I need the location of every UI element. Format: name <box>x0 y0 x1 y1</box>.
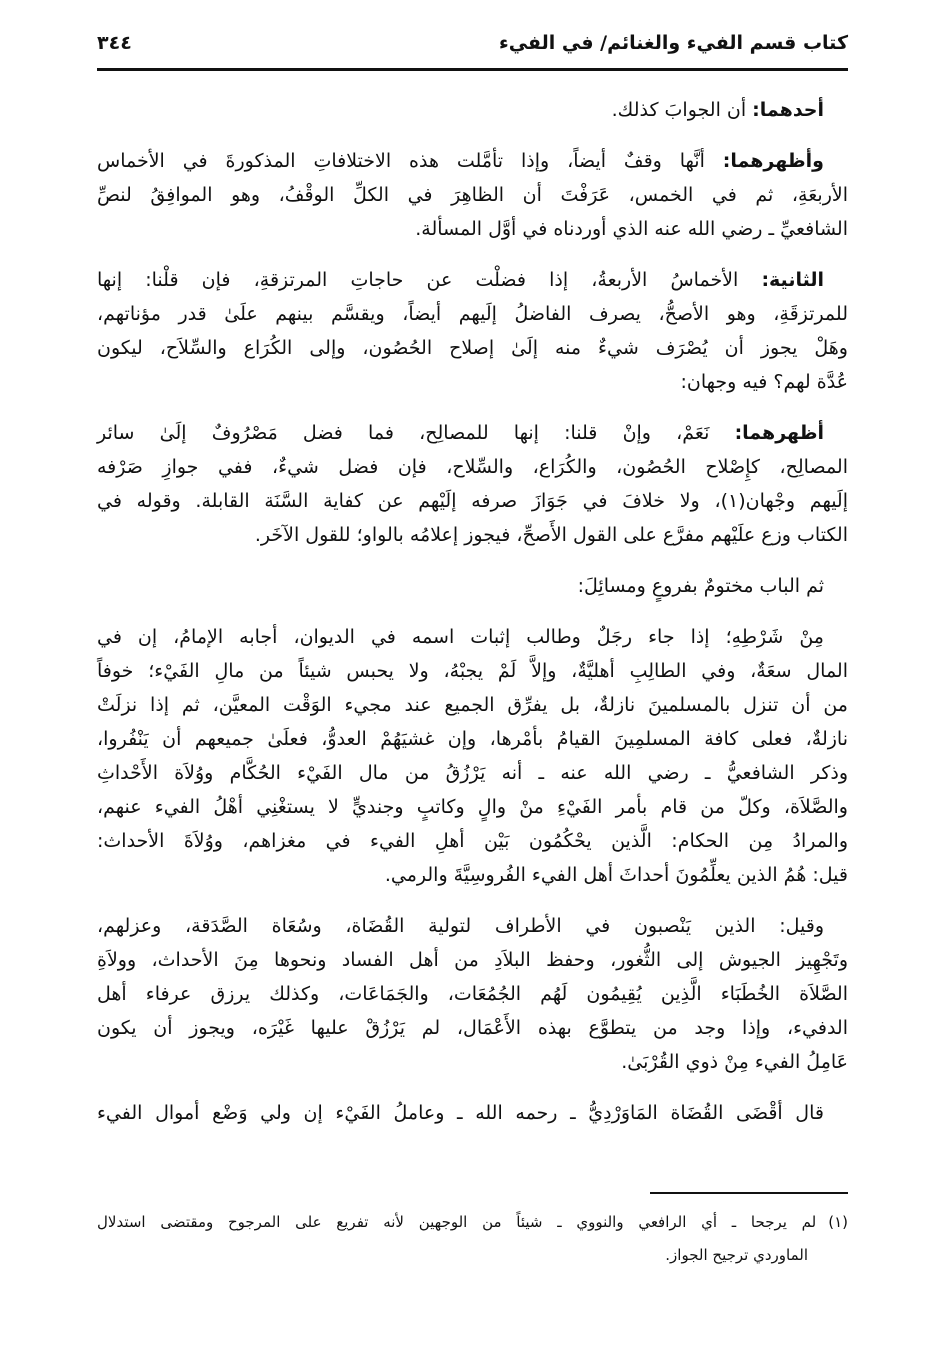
text-line <box>97 365 848 399</box>
line-text: قيل: هُمُ الذين يعلِّمُونَ أحداثَ أهل الفيء الفُروسِيَّةَ والرمي. <box>384 864 848 886</box>
text-line <box>97 263 848 297</box>
line-text: وتَجْهِيز الجيوش إلى الثُّغور، وحفظ البلاَدِ من أهل الفساد ونحوها مِنَ الأحداث، وولاَةِ <box>97 949 848 971</box>
paragraph <box>97 263 848 399</box>
line-text: عَامِلُ الفيء مِنْ ذوي القُرْبَىٰ. <box>621 1051 848 1073</box>
footnote-text: الماوردي ترجيح الجواز. <box>665 1246 808 1264</box>
text-line <box>97 484 848 518</box>
paragraph-lead: وأظهرهما: <box>722 150 824 172</box>
header-rule <box>97 68 848 71</box>
text-line <box>97 297 848 331</box>
text-line <box>97 688 848 722</box>
line-text: إلَيهم وجْهان(١)، ولا خلافَ في جَوَازَ صرفه إلَيْهم عن كفاية السَّنَة القابلة. وقوله في <box>97 490 849 512</box>
line-text: الأخماسُ الأربعةُ، إذا فضلْت عن حاجاتِ المرتزقةِ، فإن قلْنا: إنها <box>97 269 762 291</box>
text-line <box>97 93 848 127</box>
text-line <box>97 1045 848 1079</box>
line-text: والمرادُ مِن الحكام: الَّذين يحْكُمُون بَيْن أهلِ الفيء في مغزاهم، ووُلاَةَ الأحداث: <box>97 830 848 852</box>
paragraph <box>97 569 848 603</box>
text-line <box>97 977 848 1011</box>
text-line <box>97 756 848 790</box>
line-text: مِنْ شَرْطِهِ؛ إذا جاء رجَلٌ وطالب إثبات اسمه في الديوان، أجابه الإمامُ، إن في <box>97 626 824 648</box>
paragraph-lead: أظهرهما: <box>734 422 824 444</box>
text-line <box>97 1096 848 1130</box>
line-text: وقيل: الذين يَنْصبون في الأطراف لتولية القُضَاة، وسُعَاة الصَّدَقة، وعزلهم، <box>97 915 824 937</box>
body-text <box>97 93 848 1130</box>
footnote-line <box>97 1206 848 1239</box>
text-line <box>97 858 848 892</box>
text-line <box>97 416 848 450</box>
footnote-text: لم يرجحا ـ أي الرافعي والنووي ـ شيئاً من الوجهين لأنه تفريع على المرجوح ومقتضى استدلال <box>97 1213 817 1231</box>
text-line <box>97 212 848 246</box>
line-text: وذكر الشافعيُّ ـ رضي الله عنه ـ أنه يَرْزُقُ من مال الفَيْء الحُكَّام ووُلاَة الأَحْداثِ <box>97 762 848 784</box>
paragraph-lead: الثانية: <box>761 269 824 291</box>
line-text: الكتاب وزع علَيْهم مفرَّع على القول الأَصحِّ، فيجوز إعلامُه بالواو؛ للقول الآخَر. <box>254 524 848 546</box>
line-text: ثم الباب مختومٌ بفروعٍ ومسائِلَ: <box>577 575 824 597</box>
footnote-line <box>97 1239 848 1272</box>
running-header <box>97 28 848 64</box>
text-line <box>97 790 848 824</box>
line-text: وهَلْ يجوز أن يُصْرَف شيءٌ منه إلَىٰ إصلاح الحُصُون، وإلى الكُرَاع والسِّلاَح، ليكون <box>97 337 848 359</box>
line-text: المال سعَةٌ، وفي الطالِبِ أهليَّةٌ، وإلاَّ لَمْ يجبْهُ، ولا يحبس شيئاً من مالِ الفَيْء؛ خوفاً <box>97 660 848 682</box>
text-line <box>97 178 848 212</box>
text-line <box>97 620 848 654</box>
paragraph <box>97 144 848 246</box>
line-text: والصَّلاَة، وكلّ من قام بأمر الفَيْءِ منْ والٍ وكاتبٍ وجنديٍّ لا يستغْنِي أهْلُ الفيء عنهم، <box>97 796 848 818</box>
line-text: للمرتزقَةِ، وهو الأصحُّ، يصرف الفاضلُ إلَيهم أيضاً، ويقسَّم بينهم علَىٰ قدر مؤناتهم، <box>97 303 848 325</box>
text-line <box>97 144 848 178</box>
paragraph <box>97 909 848 1079</box>
text-line <box>97 569 848 603</box>
line-text: قال أقْضَى القُضَاة المَاوَرْدِيُّ ـ رحمه الله ـ وعاملُ الفَيْء إن ولي وَضْع أموال الفيء <box>97 1102 824 1124</box>
text-line <box>97 518 848 552</box>
paragraph-lead: أحدهما: <box>752 99 824 121</box>
line-text: الأربعَةِ، ثم في الخمس، عَرَفْتَ أن الظاهِرَ في الكلِّ الوقْفُ، وهو الموافِقُ لنصِّ <box>97 184 848 206</box>
text-line <box>97 824 848 858</box>
line-text: من أن تنزل بالمسلمينَ نازلةٌ، بل يفرِّق الجميع عند مجيء الوَقْت المعيَّن، ثم إذا نزلَتْ <box>97 694 848 716</box>
footnote-number: (١) <box>828 1213 848 1231</box>
paragraph <box>97 416 848 552</box>
text-line <box>97 331 848 365</box>
line-text: المصالِح، كإِصْلاح الحُصُون، والكُرَاع، والسِّلاح، فإن فضل شيءٌ، ففي جوازِ صَرْفه <box>97 456 848 478</box>
paragraph <box>97 1096 848 1130</box>
text-line <box>97 909 848 943</box>
paragraph <box>97 620 848 892</box>
page-number: ٣٤٤ <box>97 32 132 54</box>
text-line <box>97 943 848 977</box>
line-text: الشافعيِّ ـ رضي الله عنه الذي أوردناه في أوَّل المسألة. <box>415 218 848 240</box>
paragraph <box>97 93 848 127</box>
text-line <box>97 654 848 688</box>
footnote <box>97 1206 848 1272</box>
line-text: الصَّلاَة الخُطَبَاء الَّذِين يُقِيمُون لَهُم الجُمُعَات، والجَمَاعَات، وكذلك يرزق عرفاء أهل <box>97 983 848 1005</box>
text-line <box>97 450 848 484</box>
line-text: نَعَمْ، وإنْ قلنا: إنها للمصالِح، فما فضل مَصْرُوفٌ إلَىٰ سائر <box>97 422 735 444</box>
chapter-title: كتاب قسم الفيء والغنائم/ في الفيء <box>498 32 848 54</box>
line-text: نازلةٌ، فعلى كافة المسلمِينَ القيامُ بأمْرها، وإن غشيَهُمْ العدوُّ، فعلَىٰ جميعهم أن يَنْفُروا، <box>97 728 848 750</box>
line-text: أنَّها وقفٌ أيضاً، وإذا تأمَّلت هذه الاختلافاتِ المذكورةَ في الأخماس <box>97 150 723 172</box>
line-text: أن الجوابَ كذلك. <box>611 99 753 121</box>
text-line <box>97 1011 848 1045</box>
line-text: عُدَّة لهم؟ فيه وجهان: <box>680 371 848 393</box>
line-text: الدفيء، وإذا وجد من يتطوَّع بهذه الأَعْمَال، لم يَرْزُقْ عليها غَيْرَه، ويجوز أن يكون <box>97 1017 848 1039</box>
footnote-rule <box>650 1192 848 1194</box>
text-line <box>97 722 848 756</box>
